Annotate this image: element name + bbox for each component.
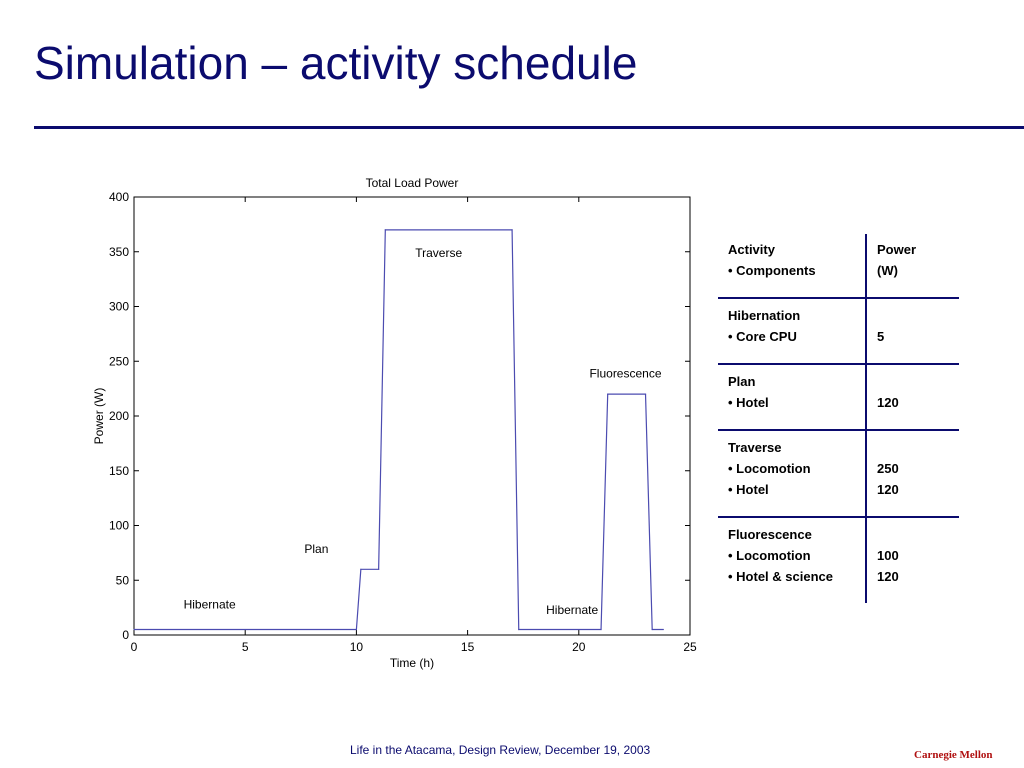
component-item: • Core CPU [728, 329, 797, 344]
x-axis-label: Time (h) [389, 656, 435, 670]
x-tick-label: 15 [460, 640, 475, 654]
power-cell [866, 430, 959, 517]
component-item: • Components [728, 263, 816, 278]
power-value [877, 524, 959, 545]
power-series-point [645, 394, 646, 395]
activity-cell [718, 298, 866, 364]
power-value: 5 [877, 329, 885, 344]
x-tick-label: 25 [683, 640, 697, 654]
power-series-point [600, 629, 601, 630]
table-row [718, 517, 959, 603]
power-value: 100 [877, 548, 899, 563]
activity-annotation: Fluorescence [589, 366, 662, 381]
power-series-point [652, 629, 653, 630]
x-tick-label: 5 [241, 640, 249, 654]
power-series-point [385, 229, 386, 230]
y-tick-label: 0 [122, 628, 129, 642]
table-row [718, 298, 959, 364]
power-value: 120 [877, 482, 899, 497]
y-tick-label: 400 [108, 190, 129, 204]
power-value: Power [877, 242, 917, 257]
y-axis-label: Power (W) [92, 387, 106, 445]
activity-name: Traverse [728, 440, 782, 455]
y-tick-label: 200 [108, 409, 129, 423]
footer-brand: Carnegie Mellon [914, 749, 993, 761]
activity-name: Plan [728, 374, 756, 389]
component-item: • Hotel [728, 395, 769, 410]
power-value: 250 [877, 461, 899, 476]
power-cell [866, 298, 959, 364]
power-cell [866, 234, 959, 298]
y-tick-label: 100 [108, 518, 129, 533]
power-series-point [356, 629, 357, 630]
activity-annotation: Plan [304, 541, 329, 556]
power-series-point [607, 394, 608, 395]
component-item: • Locomotion [728, 548, 811, 563]
activity-annotation: Traverse [415, 246, 463, 261]
power-cell [866, 517, 959, 603]
y-tick-label: 250 [108, 354, 129, 369]
activity-name: Activity [728, 242, 775, 257]
activity-power-table [718, 234, 959, 603]
power-series-point [518, 629, 519, 630]
activity-cell [718, 364, 866, 430]
component-item: • Hotel & science [728, 569, 833, 584]
table-row [718, 430, 959, 517]
activity-name: Hibernation [728, 308, 801, 323]
y-tick-label: 150 [108, 463, 129, 478]
activity-annotation: Hibernate [183, 597, 236, 612]
power-series-point [663, 629, 664, 630]
power-value: 120 [877, 569, 899, 584]
slide-title: Simulation – activity schedule [34, 37, 638, 89]
power-series-point [133, 629, 134, 630]
power-series-point [511, 229, 512, 230]
power-value [877, 305, 959, 326]
power-series-point [378, 569, 379, 570]
activity-cell [718, 234, 866, 298]
y-tick-label: 300 [108, 299, 129, 314]
power-value [877, 437, 959, 458]
activity-cell [718, 430, 866, 517]
activity-annotation: Hibernate [546, 603, 599, 618]
footer-text: Life in the Atacama, Design Review, December 19, 2003 [350, 743, 651, 757]
x-tick-label: 0 [130, 640, 138, 654]
y-tick-label: 50 [115, 573, 129, 588]
power-value: 120 [877, 395, 899, 410]
power-value [877, 371, 959, 392]
power-cell [866, 364, 959, 430]
x-tick-label: 10 [349, 640, 364, 654]
component-item: • Hotel [728, 482, 769, 497]
component-item: • Locomotion [728, 461, 811, 476]
activity-name: Fluorescence [728, 527, 812, 542]
y-tick-label: 350 [108, 244, 129, 259]
power-value: (W) [877, 263, 898, 278]
activity-cell [718, 517, 866, 603]
x-tick-label: 20 [572, 640, 586, 654]
table-row [718, 364, 959, 430]
chart-title: Total Load Power [365, 176, 459, 190]
activity-power-table-wrap [718, 234, 959, 603]
power-series-point [360, 569, 361, 570]
table-header-row [718, 234, 959, 298]
